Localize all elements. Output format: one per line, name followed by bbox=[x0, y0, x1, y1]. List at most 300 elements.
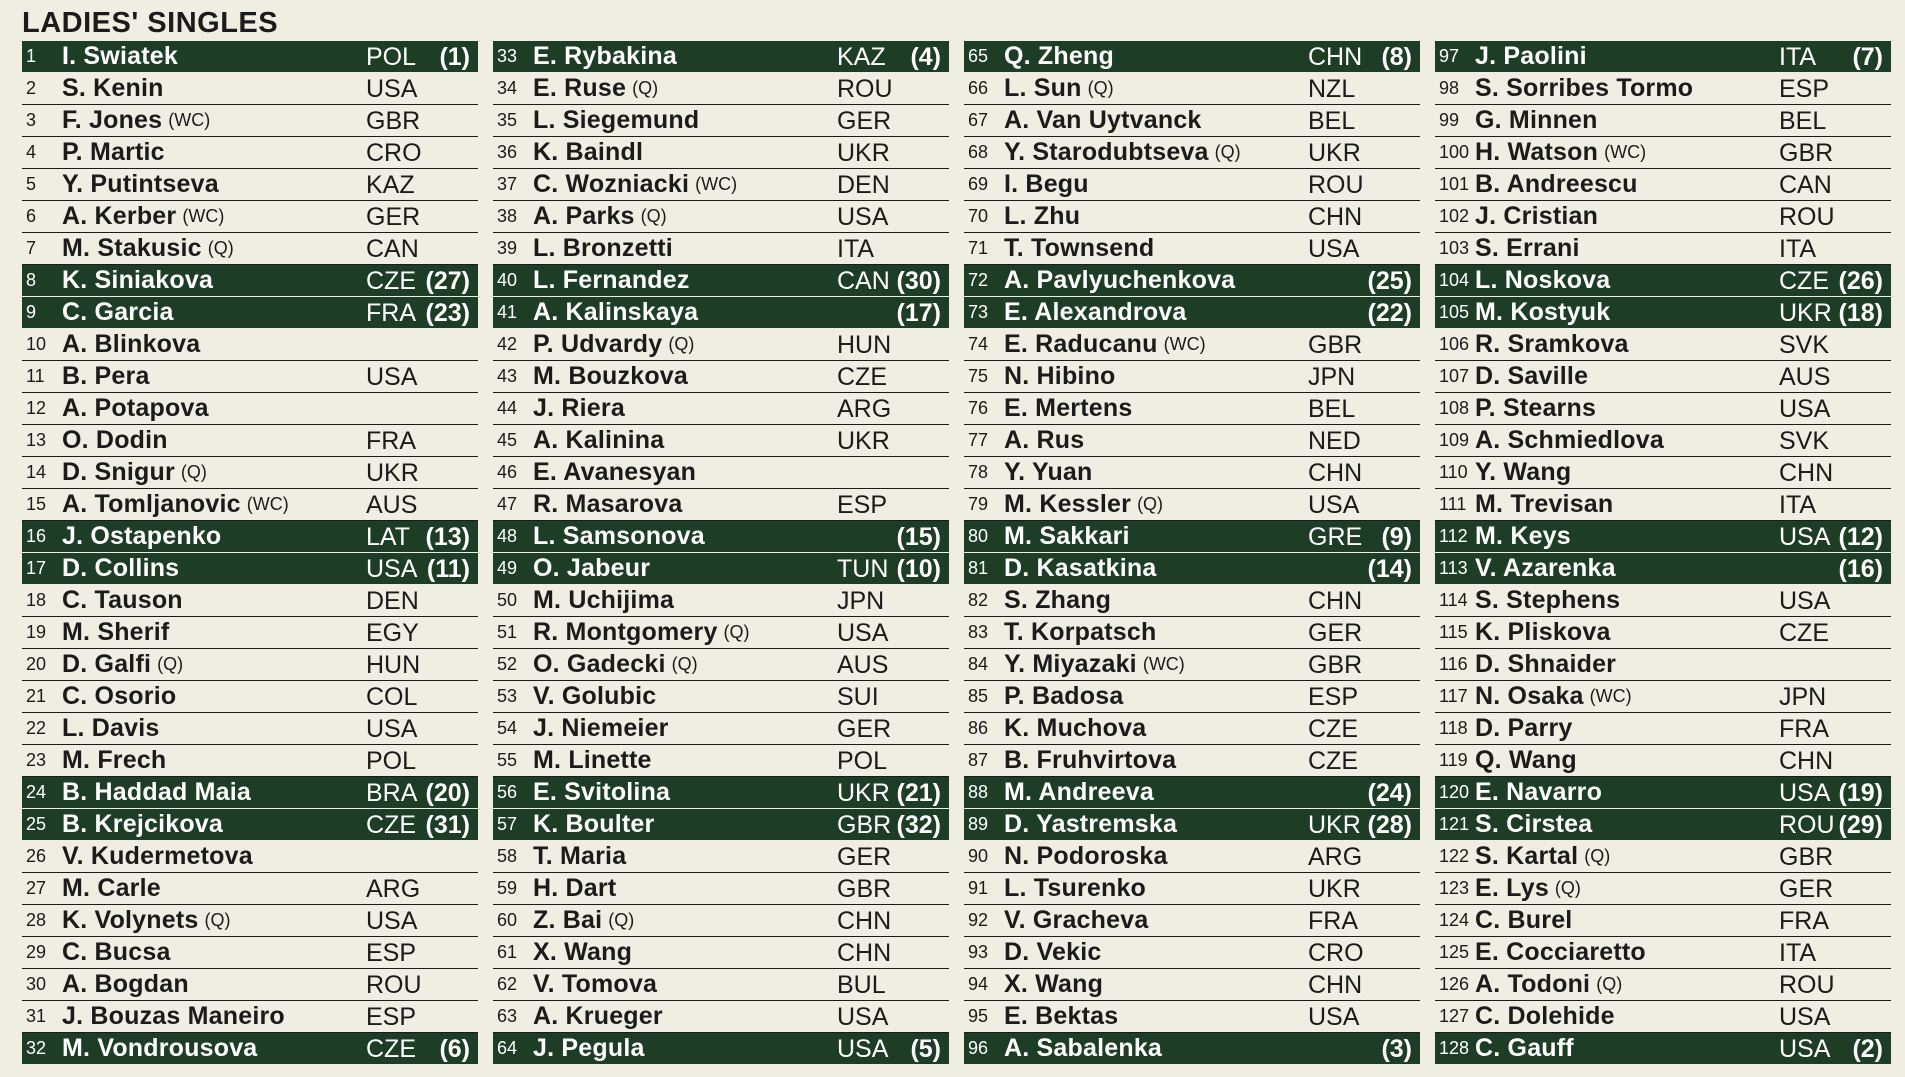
entry-tag: (Q) bbox=[640, 206, 667, 226]
entry-tag: (Q) bbox=[1214, 142, 1241, 162]
player-row bbox=[22, 201, 478, 233]
player-name: V. Azarenka bbox=[1475, 554, 1616, 582]
player-name: E. Avanesyan bbox=[533, 458, 697, 486]
draw-position: 110 bbox=[1439, 462, 1468, 482]
player-row bbox=[964, 649, 1420, 681]
entry-tag: (WC) bbox=[182, 206, 225, 226]
player-row bbox=[964, 489, 1420, 521]
player-name: A. Parks bbox=[533, 202, 635, 230]
draw-position: 60 bbox=[497, 910, 518, 930]
player-name: K. Siniakova bbox=[62, 266, 214, 294]
player-name: P. Udvardy bbox=[533, 330, 663, 358]
draw-position: 123 bbox=[1439, 878, 1470, 898]
country-code: POL bbox=[366, 747, 417, 775]
player-name: E. Raducanu bbox=[1004, 330, 1158, 358]
player-name: B. Krejcikova bbox=[62, 810, 224, 838]
player-row bbox=[964, 713, 1420, 745]
country-code: CHN bbox=[1308, 203, 1363, 231]
player-name: A. Pavlyuchenkova bbox=[1004, 266, 1236, 294]
player-row bbox=[1435, 745, 1891, 777]
player-name: X. Wang bbox=[533, 938, 633, 966]
draw-position: 47 bbox=[497, 494, 518, 514]
country-code: UKR bbox=[1308, 875, 1361, 903]
entry-tag: (Q) bbox=[632, 78, 659, 98]
entry-tag: (WC) bbox=[1604, 142, 1647, 162]
seeded-player-row bbox=[1435, 521, 1891, 553]
draw-position: 75 bbox=[968, 366, 989, 386]
player-row bbox=[493, 233, 949, 265]
seeded-player-row bbox=[964, 777, 1420, 809]
seed-number: (15) bbox=[896, 523, 941, 551]
player-name: D. Shnaider bbox=[1475, 650, 1617, 678]
country-code: FRA bbox=[366, 427, 416, 455]
draw-column bbox=[964, 41, 1420, 1065]
draw-position: 27 bbox=[26, 878, 47, 898]
player-name: J. Pegula bbox=[533, 1034, 645, 1062]
player-name: N. Osaka bbox=[1475, 682, 1584, 710]
entry-tag: (WC) bbox=[1589, 686, 1632, 706]
player-row bbox=[964, 137, 1420, 169]
player-name: A. Potapova bbox=[62, 394, 209, 422]
player-name: Z. Bai bbox=[533, 906, 603, 934]
country-code: CZE bbox=[366, 811, 416, 839]
draw-position: 101 bbox=[1439, 174, 1470, 194]
seed-number: (26) bbox=[1838, 267, 1883, 295]
player-name: C. Bucsa bbox=[62, 938, 171, 966]
draw-position: 23 bbox=[26, 750, 47, 770]
player-name: I. Begu bbox=[1004, 170, 1089, 198]
country-code: CHN bbox=[837, 939, 892, 967]
draw-position: 74 bbox=[968, 334, 989, 354]
draw-position: 56 bbox=[497, 782, 518, 802]
player-name: A. Sabalenka bbox=[1004, 1034, 1163, 1062]
seed-number: (4) bbox=[910, 43, 941, 71]
player-name: D. Saville bbox=[1475, 362, 1589, 390]
player-name: C. Wozniacki bbox=[533, 170, 690, 198]
player-name: S. Cirstea bbox=[1475, 810, 1593, 838]
player-row bbox=[22, 393, 478, 425]
player-name: I. Swiatek bbox=[62, 42, 178, 70]
seeded-player-row bbox=[22, 41, 478, 73]
country-code: CZE bbox=[1779, 619, 1829, 647]
country-code: USA bbox=[1308, 1003, 1360, 1031]
seeded-player-row bbox=[493, 777, 949, 809]
draw-position: 43 bbox=[497, 366, 518, 386]
country-code: CHN bbox=[837, 907, 892, 935]
draw-position: 78 bbox=[968, 462, 989, 482]
draw-position: 86 bbox=[968, 718, 989, 738]
country-code: HUN bbox=[837, 331, 892, 359]
country-code: ESP bbox=[1779, 75, 1830, 103]
draw-position: 121 bbox=[1439, 814, 1470, 834]
seed-number: (19) bbox=[1838, 779, 1883, 807]
seed-number: (10) bbox=[896, 555, 941, 583]
player-name: A. Kerber bbox=[62, 202, 177, 230]
country-code: NED bbox=[1308, 427, 1361, 455]
player-name: O. Gadecki bbox=[533, 650, 666, 678]
draw-position: 124 bbox=[1439, 910, 1470, 930]
seed-number: (24) bbox=[1367, 779, 1412, 807]
draw-position: 97 bbox=[1439, 46, 1460, 66]
seeded-player-row bbox=[493, 521, 949, 553]
player-row bbox=[1435, 105, 1891, 137]
country-code: ITA bbox=[1779, 939, 1817, 967]
entry-tag: (Q) bbox=[157, 654, 184, 674]
country-code: USA bbox=[1779, 523, 1831, 551]
player-name: P. Martic bbox=[62, 138, 165, 166]
player-name: L. Noskova bbox=[1475, 266, 1611, 294]
draw-position: 10 bbox=[26, 334, 47, 354]
player-name: V. Kudermetova bbox=[62, 842, 253, 870]
draw-position: 98 bbox=[1439, 78, 1460, 98]
country-code: GBR bbox=[1308, 651, 1363, 679]
player-row bbox=[493, 617, 949, 649]
seeded-player-row bbox=[493, 553, 949, 585]
player-name: E. Ruse bbox=[533, 74, 627, 102]
country-code: USA bbox=[837, 619, 889, 647]
country-code: USA bbox=[837, 203, 889, 231]
seed-number: (32) bbox=[896, 811, 941, 839]
player-name: H. Dart bbox=[533, 874, 617, 902]
draw-position: 71 bbox=[968, 238, 989, 258]
draw-position: 92 bbox=[968, 910, 989, 930]
draw-position: 83 bbox=[968, 622, 989, 642]
player-name: M. Bouzkova bbox=[533, 362, 688, 390]
player-name: P. Badosa bbox=[1004, 682, 1124, 710]
player-row bbox=[1435, 425, 1891, 457]
draw-position: 46 bbox=[497, 462, 518, 482]
draw-position: 13 bbox=[26, 430, 47, 450]
country-code: ITA bbox=[837, 235, 875, 263]
player-name: K. Volynets bbox=[62, 906, 199, 934]
seeded-player-row bbox=[1435, 1033, 1891, 1065]
country-code: CHN bbox=[1308, 43, 1363, 71]
country-code: FRA bbox=[1779, 907, 1829, 935]
draw-position: 103 bbox=[1439, 238, 1470, 258]
player-name: O. Dodin bbox=[62, 426, 168, 454]
seed-number: (28) bbox=[1367, 811, 1412, 839]
draw-position: 73 bbox=[968, 302, 989, 322]
player-row bbox=[22, 905, 478, 937]
player-row bbox=[1435, 937, 1891, 969]
player-name: Q. Wang bbox=[1475, 746, 1577, 774]
draw-position: 6 bbox=[26, 206, 37, 226]
player-row bbox=[493, 361, 949, 393]
player-name: D. Snigur bbox=[62, 458, 175, 486]
entry-tag: (Q) bbox=[723, 622, 750, 642]
draw-position: 25 bbox=[26, 814, 47, 834]
country-code: NZL bbox=[1308, 75, 1356, 103]
country-code: UKR bbox=[1308, 139, 1361, 167]
country-code: UKR bbox=[837, 139, 890, 167]
draw-position: 57 bbox=[497, 814, 518, 834]
player-row bbox=[493, 105, 949, 137]
draw-position: 96 bbox=[968, 1038, 989, 1058]
player-name: C. Osorio bbox=[62, 682, 177, 710]
draw-position: 64 bbox=[497, 1038, 518, 1058]
player-name: C. Garcia bbox=[62, 298, 174, 326]
country-code: COL bbox=[366, 683, 418, 711]
seeded-player-row bbox=[964, 553, 1420, 585]
draw-position: 33 bbox=[497, 46, 518, 66]
player-name: X. Wang bbox=[1004, 970, 1104, 998]
draw-position: 53 bbox=[497, 686, 518, 706]
country-code: ROU bbox=[1308, 171, 1364, 199]
player-name: C. Burel bbox=[1475, 906, 1573, 934]
draw-position: 35 bbox=[497, 110, 518, 130]
seed-number: (5) bbox=[910, 1035, 941, 1063]
player-name: A. Bogdan bbox=[62, 970, 189, 998]
seeded-player-row bbox=[964, 809, 1420, 841]
player-row bbox=[493, 201, 949, 233]
draw-position: 87 bbox=[968, 750, 989, 770]
country-code: CRO bbox=[1308, 939, 1364, 967]
draw-position: 11 bbox=[26, 366, 45, 386]
seeded-player-row bbox=[22, 777, 478, 809]
country-code: KAZ bbox=[837, 43, 886, 71]
player-row bbox=[964, 361, 1420, 393]
draw-position: 115 bbox=[1439, 622, 1468, 642]
player-name: J. Riera bbox=[533, 394, 625, 422]
seed-number: (8) bbox=[1381, 43, 1412, 71]
player-row bbox=[22, 873, 478, 905]
player-name: K. Baindl bbox=[533, 138, 644, 166]
draw-position: 88 bbox=[968, 782, 989, 802]
country-code: ROU bbox=[1779, 203, 1835, 231]
seed-number: (29) bbox=[1838, 811, 1883, 839]
entry-tag: (Q) bbox=[1596, 974, 1623, 994]
player-name: S. Stephens bbox=[1475, 586, 1621, 614]
seed-number: (25) bbox=[1367, 267, 1412, 295]
player-name: Y. Starodubtseva bbox=[1004, 138, 1209, 166]
player-row bbox=[964, 73, 1420, 105]
country-code: CHN bbox=[1779, 459, 1834, 487]
draw-position: 54 bbox=[497, 718, 518, 738]
country-code: CHN bbox=[1308, 459, 1363, 487]
draw-position: 105 bbox=[1439, 302, 1470, 322]
player-row bbox=[1435, 201, 1891, 233]
draw-position: 76 bbox=[968, 398, 989, 418]
player-row bbox=[964, 1001, 1420, 1033]
seeded-player-row bbox=[1435, 297, 1891, 329]
player-row bbox=[1435, 457, 1891, 489]
seed-number: (2) bbox=[1852, 1035, 1883, 1063]
draw-position: 38 bbox=[497, 206, 518, 226]
player-name: L. Tsurenko bbox=[1004, 874, 1147, 902]
draw-position: 127 bbox=[1439, 1006, 1470, 1026]
draw-position: 22 bbox=[26, 718, 47, 738]
player-name: M. Vondrousova bbox=[62, 1034, 258, 1062]
draw-position: 58 bbox=[497, 846, 518, 866]
country-code: TUN bbox=[837, 555, 889, 583]
player-row bbox=[22, 713, 478, 745]
draw-position: 111 bbox=[1439, 494, 1467, 514]
draw-position: 120 bbox=[1439, 782, 1470, 802]
entry-tag: (Q) bbox=[1584, 846, 1611, 866]
player-name: R. Montgomery bbox=[533, 618, 718, 646]
country-code: SVK bbox=[1779, 427, 1830, 455]
country-code: GER bbox=[837, 107, 892, 135]
player-name: L. Davis bbox=[62, 714, 160, 742]
entry-tag: (WC) bbox=[168, 110, 211, 130]
draw-position: 36 bbox=[497, 142, 518, 162]
player-row bbox=[22, 585, 478, 617]
seeded-player-row bbox=[964, 265, 1420, 297]
draw-position: 5 bbox=[26, 174, 37, 194]
draw-position: 113 bbox=[1439, 558, 1468, 578]
draw-position: 61 bbox=[497, 942, 518, 962]
player-row bbox=[22, 329, 478, 361]
country-code: FRA bbox=[1308, 907, 1358, 935]
player-row bbox=[1435, 1001, 1891, 1033]
seed-number: (3) bbox=[1381, 1035, 1412, 1063]
country-code: ROU bbox=[1779, 971, 1835, 999]
draw-position: 2 bbox=[26, 78, 37, 98]
player-row bbox=[22, 169, 478, 201]
draw-position: 21 bbox=[26, 686, 47, 706]
country-code: USA bbox=[366, 555, 418, 583]
player-name: F. Jones bbox=[62, 106, 163, 134]
player-row bbox=[964, 201, 1420, 233]
draw-position: 59 bbox=[497, 878, 518, 898]
player-name: A. Krueger bbox=[533, 1002, 663, 1030]
player-row bbox=[964, 105, 1420, 137]
country-code: ARG bbox=[366, 875, 421, 903]
country-code: USA bbox=[837, 1003, 889, 1031]
player-name: T. Korpatsch bbox=[1004, 618, 1157, 646]
player-row bbox=[22, 105, 478, 137]
player-name: N. Hibino bbox=[1004, 362, 1116, 390]
entry-tag: (WC) bbox=[695, 174, 738, 194]
draw-position: 117 bbox=[1439, 686, 1468, 706]
entry-tag: (WC) bbox=[246, 494, 289, 514]
player-row bbox=[493, 393, 949, 425]
player-row bbox=[964, 905, 1420, 937]
player-name: Y. Yuan bbox=[1004, 458, 1093, 486]
entry-tag: (Q) bbox=[1137, 494, 1164, 514]
draw-position: 93 bbox=[968, 942, 989, 962]
player-row bbox=[1435, 585, 1891, 617]
player-name: M. Kessler bbox=[1004, 490, 1132, 518]
draw-position: 68 bbox=[968, 142, 989, 162]
player-row bbox=[22, 617, 478, 649]
country-code: CZE bbox=[837, 363, 887, 391]
country-code: ESP bbox=[837, 491, 888, 519]
player-row bbox=[1435, 169, 1891, 201]
country-code: UKR bbox=[366, 459, 419, 487]
draw-position: 122 bbox=[1439, 846, 1470, 866]
player-name: M. Sherif bbox=[62, 618, 170, 646]
player-row bbox=[493, 169, 949, 201]
player-name: M. Uchijima bbox=[533, 586, 675, 614]
draw-position: 1 bbox=[26, 46, 37, 66]
country-code: EGY bbox=[366, 619, 419, 647]
seed-number: (27) bbox=[425, 267, 470, 295]
draw-position: 51 bbox=[497, 622, 518, 642]
seed-number: (12) bbox=[1838, 523, 1883, 551]
country-code: CAN bbox=[1779, 171, 1832, 199]
player-row bbox=[493, 329, 949, 361]
player-name: Q. Zheng bbox=[1004, 42, 1114, 70]
entry-tag: (WC) bbox=[1142, 654, 1185, 674]
country-code: CAN bbox=[366, 235, 419, 263]
player-row bbox=[493, 969, 949, 1001]
country-code: LAT bbox=[366, 523, 410, 551]
player-row bbox=[1435, 137, 1891, 169]
seeded-player-row bbox=[493, 297, 949, 329]
player-name: K. Boulter bbox=[533, 810, 655, 838]
country-code: CHN bbox=[1308, 971, 1363, 999]
player-name: R. Sramkova bbox=[1475, 330, 1629, 358]
draw-position: 108 bbox=[1439, 398, 1470, 418]
player-name: J. Cristian bbox=[1475, 202, 1599, 230]
player-row bbox=[22, 841, 478, 873]
player-row bbox=[493, 937, 949, 969]
player-row bbox=[1435, 969, 1891, 1001]
draw-position: 80 bbox=[968, 526, 989, 546]
entry-tag: (Q) bbox=[608, 910, 635, 930]
country-code: HUN bbox=[366, 651, 421, 679]
player-row bbox=[22, 681, 478, 713]
draw-position: 48 bbox=[497, 526, 518, 546]
player-name: L. Samsonova bbox=[533, 522, 705, 550]
player-name: P. Stearns bbox=[1475, 394, 1597, 422]
player-name: L. Fernandez bbox=[533, 266, 690, 294]
country-code: JPN bbox=[1779, 683, 1827, 711]
player-name: M. Andreeva bbox=[1004, 778, 1154, 806]
country-code: GBR bbox=[1779, 139, 1834, 167]
player-name: M. Linette bbox=[533, 746, 652, 774]
player-name: G. Minnen bbox=[1475, 106, 1598, 134]
draw-position: 37 bbox=[497, 174, 518, 194]
player-row bbox=[493, 873, 949, 905]
country-code: USA bbox=[1779, 587, 1831, 615]
seeded-player-row bbox=[1435, 777, 1891, 809]
country-code: USA bbox=[1779, 779, 1831, 807]
player-row bbox=[22, 649, 478, 681]
draw-position: 45 bbox=[497, 430, 518, 450]
draw-position: 39 bbox=[497, 238, 518, 258]
draw-position: 26 bbox=[26, 846, 47, 866]
player-row bbox=[964, 169, 1420, 201]
seeded-player-row bbox=[1435, 41, 1891, 73]
seeded-player-row bbox=[1435, 265, 1891, 297]
seeded-player-row bbox=[22, 297, 478, 329]
player-name: Y. Wang bbox=[1475, 458, 1572, 486]
country-code: USA bbox=[1779, 1003, 1831, 1031]
player-name: S. Sorribes Tormo bbox=[1475, 74, 1694, 102]
seed-number: (31) bbox=[425, 811, 470, 839]
draw-position: 65 bbox=[968, 46, 989, 66]
country-code: CHN bbox=[1779, 747, 1834, 775]
country-code: USA bbox=[837, 1035, 889, 1063]
player-name: B. Fruhvirtova bbox=[1004, 746, 1177, 774]
player-row bbox=[1435, 681, 1891, 713]
player-row bbox=[493, 457, 949, 489]
country-code: DEN bbox=[837, 171, 890, 199]
country-code: GER bbox=[366, 203, 421, 231]
draw-position: 72 bbox=[968, 270, 989, 290]
draw-column bbox=[493, 41, 949, 1065]
draw-position: 20 bbox=[26, 654, 47, 674]
player-name: A. Tomljanovic bbox=[62, 490, 241, 518]
player-row bbox=[22, 361, 478, 393]
player-name: M. Keys bbox=[1475, 522, 1571, 550]
player-name: L. Zhu bbox=[1004, 202, 1081, 230]
player-name: H. Watson bbox=[1475, 138, 1599, 166]
player-name: E. Navarro bbox=[1475, 778, 1603, 806]
player-row bbox=[22, 745, 478, 777]
